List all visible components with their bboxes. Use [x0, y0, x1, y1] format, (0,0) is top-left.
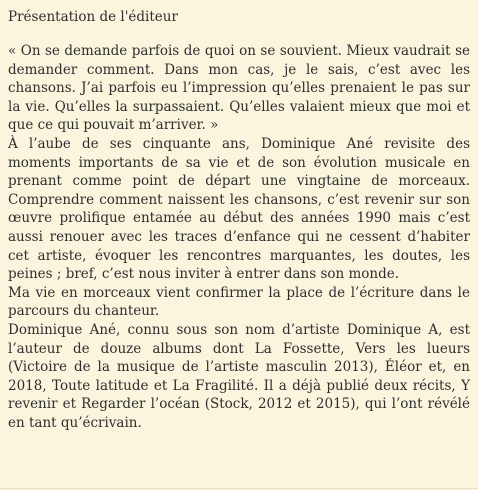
summary-paragraph: À l’aube de ses cinquante ans, Dominique Ané revisite des moments importants de sa vie et de son évolution musicale en prenant comme point de départ une vingtaine de morceaux. Comprendre comment naissent les chansons, c’est revenir sur son œuvre prolifique entamée au début des années 1990 mais c’est aussi renouer avec les traces d’enfance qui ne cessent d’habiter cet artiste, évoquer les rencontres marquantes, les doutes, les peines ; bref, c’est nous inviter à entrer dans son monde. — [8, 135, 470, 283]
bottom-divider — [0, 488, 478, 489]
author-bio-paragraph: Dominique Ané, connu sous son nom d’artiste Dominique A, est l’auteur de douze albums dont La Fossette, Vers les lueurs (Victoire de la musique de l’artiste masculin 2013), Éléor et, en 2018, Toute latitude et La Fragilité. Il a déjà publié deux récits, Y revenir et Regarder l’océan (Stock, 2012 et 2015), qui l’ont révélé en tant qu’écrivain. — [8, 321, 470, 431]
quote-paragraph: « On se demande parfois de quoi on se souvient. Mieux vaudrait se demander comment. Dans mon cas, je le sais, c’est avec les chansons. J’ai parfois eu l’impression qu’elles prenaient le pas sur la vie. Qu’elles la surpassaient. Qu’elles valaient mieux que moi et que ce qui pouvait m’arriver. » — [8, 43, 470, 134]
section-heading: Présentation de l'éditeur — [8, 9, 178, 25]
writing-paragraph: Ma vie en morceaux vient confirmer la place de l’écriture dans le parcours du chanteur. — [8, 284, 470, 320]
